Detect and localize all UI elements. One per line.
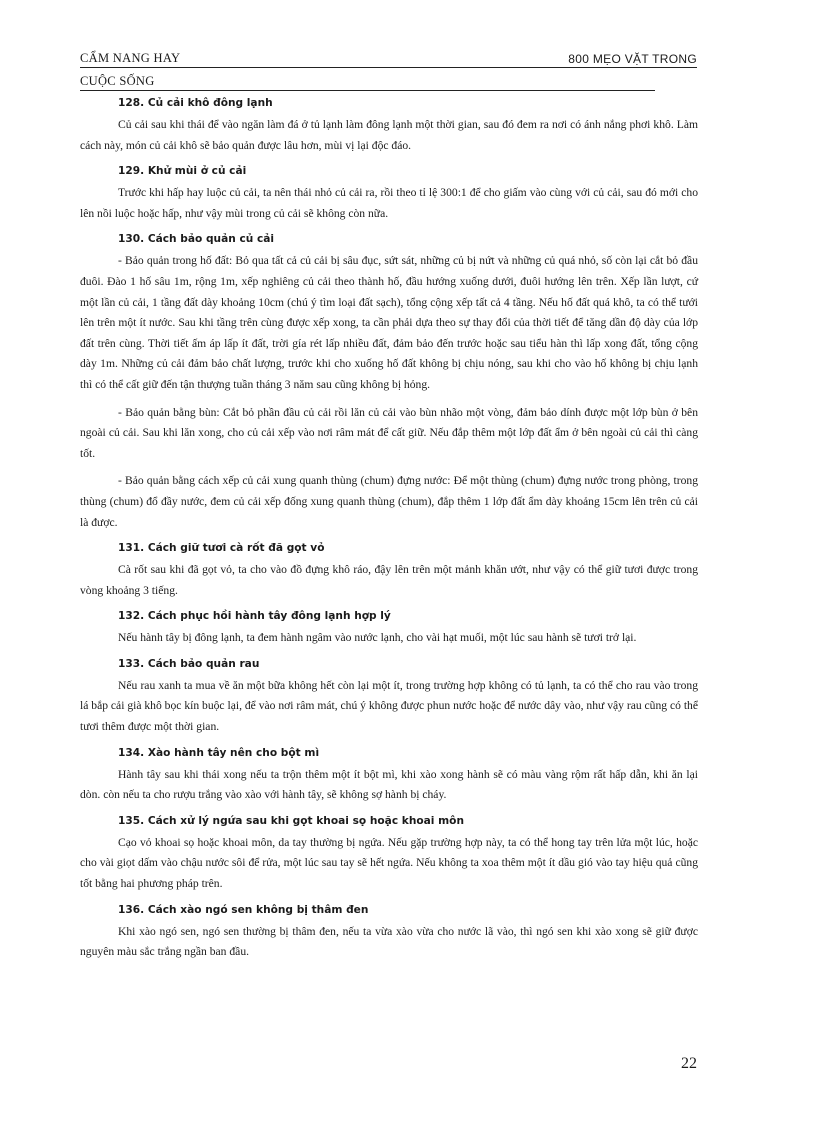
paragraph: Hành tây sau khi thái xong nếu ta trộn thêm một ít bột mì, khi xào xong hành sẽ có màu vàng rộm rất hấp dẫn, khi ăn lại dòn. còn nếu ta cho rượu trắng vào xào với hành tây, sẽ không sợ hành bị cháy. <box>80 767 698 802</box>
paragraph: Nếu hành tây bị đông lạnh, ta đem hành ngâm vào nước lạnh, cho vài hạt muối, một lúc sau hành sẽ tươi trở lại. <box>118 631 637 645</box>
paragraph: Cạo vỏ khoai sọ hoặc khoai môn, da tay thường bị ngứa. Nếu gặp trường hợp này, ta có thể hong tay trên lửa một lúc, hoặc cho vài giọt dấm vào chậu nước sôi để rửa, một lúc sau tay sẽ hết ngứa. Nếu không ta xoa thêm một ít dầu gió vào tay hiệu quả cũng tốt bằng hai phương pháp trên. <box>80 835 698 891</box>
header-left-title: CẨM NANG HAY <box>80 51 181 65</box>
header-second-line: CUỘC SỐNG <box>80 68 655 91</box>
section-title: 132. Cách phục hồi hành tây đông lạnh hợp lý <box>118 610 391 623</box>
paragraph: - Bảo quản bằng cách xếp củ cải xung quanh thùng (chum) đựng nước: Để một thùng (chum) đựng nước trong phòng, trong thùng (chum) đổ đầy nước, đem củ cải xếp đống xung quanh thùng (chum), đắp thêm 1 lớp đất ẩm dày khoảng 15cm lên trên củ cải là được. <box>80 474 698 529</box>
section-title: 134. Xào hành tây nên cho bột mì <box>118 746 320 759</box>
section-title: 135. Cách xử lý ngứa sau khi gọt khoai sọ hoặc khoai môn <box>118 814 464 827</box>
section-133 <box>80 656 698 738</box>
section-title: 133. Cách bảo quản rau <box>118 657 260 670</box>
section-129 <box>80 163 698 224</box>
section-title: 131. Cách giữ tươi cà rốt đã gọt vỏ <box>118 542 325 555</box>
paragraph: Củ cải sau khi thái để vào ngăn làm đá ở tủ lạnh làm đông lạnh một thời gian, sau đó đem ra nơi có ánh nắng phơi khô. Làm cách này, món củ cải khô sẽ bảo quản được lâu hơn, mùi vị lại độc đáo. <box>80 118 698 152</box>
section-136 <box>80 902 698 963</box>
section-131 <box>80 540 698 601</box>
section-title: 136. Cách xào ngó sen không bị thâm đen <box>118 903 369 916</box>
section-title: 129. Khử mùi ở củ cải <box>118 165 247 178</box>
paragraph: Cà rốt sau khi đã gọt vỏ, ta cho vào đồ đựng khô ráo, đậy lên trên một mảnh khăn ướt, như vậy có thể giữ tươi được trong vòng khoảng 3 tiếng. <box>80 563 698 597</box>
header-right-title: 800 MẸO VẶT TRONG <box>568 52 697 66</box>
paragraph: Trước khi hấp hay luộc củ cải, ta nên thái nhỏ củ cải ra, rồi theo tỉ lệ 300:1 để cho giấm vào cùng với củ cải, sau đó mới cho lên nồi luộc hoặc hấp, như vậy mùi trong củ cải sẽ không còn nữa. <box>80 186 698 220</box>
paragraph: Nếu rau xanh ta mua về ăn một bữa không hết còn lại một ít, trong trường hợp không có tủ lạnh, ta có thể cho rau vào trong lá bắp cải già khô bọc kín buộc lại, để vào nơi râm mát, chú ý không được phun nước hoặc để nước dây vào, như vậy rau cũng có thể tươi thêm được một thời gian. <box>80 678 698 734</box>
section-title: 130. Cách bảo quản củ cải <box>118 233 275 246</box>
page-header <box>80 50 697 91</box>
page-number: 22 <box>681 1055 697 1072</box>
paragraph: - Bảo quản trong hố đất: Bỏ qua tất cả củ cải bị sâu đục, sứt sát, những củ bị nứt và những củ quá nhỏ, số còn lại cắt bỏ đầu đuôi. Đào 1 hố sâu 1m, rộng 1m, xếp nghiêng củ cải theo thành hố, đầu hướng xuống dưới, đuôi hướng lên trên. Xếp lần lượt, cứ một lần củ cải, 1 tầng đất dày khoảng 10cm (chú ý tìm loại đất sạch), tổng cộng xếp tất cả 4 tầng. Nếu hố đất quá khô, ta có thể tưới lên trên một ít nước. Sau khi tầng trên cùng được xếp xong, ta cần phải dựa theo sự thay đổi của thời tiết để tăng dần độ dày của lớp đất trên cùng. Thời tiết ấm áp lấp ít đất, trời gía rét lấp nhiều đất, đảm bảo đến trước hoặc sau tiểu hàn thì lấp xong đất, tổng cộng dày 1m. Những củ cải đảm bảo chất lượng, trước khi cho xuống hố đất không bị chịu nóng, sau khi cho vào hố không bị chịu lạnh thì có thể cất giữ đến tận thượng tuần tháng 3 năm sau cũng không bị hỏng. <box>80 254 698 391</box>
section-134 <box>80 745 698 806</box>
page-content <box>80 95 698 970</box>
paragraph: Khi xào ngó sen, ngó sen thường bị thâm đen, nếu ta vừa xào vừa cho nước lã vào, thì ngó sen khi xào xong sẽ giữ được nguyên màu sắc trắng ngần ban đầu. <box>80 924 698 959</box>
section-135 <box>80 813 698 895</box>
section-title: 128. Củ cải khô đông lạnh <box>118 97 273 109</box>
header-row <box>80 50 697 68</box>
section-132 <box>80 608 698 649</box>
section-130 <box>80 231 698 533</box>
section-128 <box>80 95 698 156</box>
paragraph: - Bảo quản bằng bùn: Cắt bỏ phần đầu củ cải rồi lăn củ cải vào bùn nhão một vòng, đảm bảo dính được một lớp bùn ở bên ngoài củ cải. Sau khi lăn xong, cho củ cải xếp vào nơi râm mát để cất giữ. Nếu đắp thêm một lớp đất ẩm ở bên ngoài củ cải thì càng tốt. <box>80 405 698 460</box>
